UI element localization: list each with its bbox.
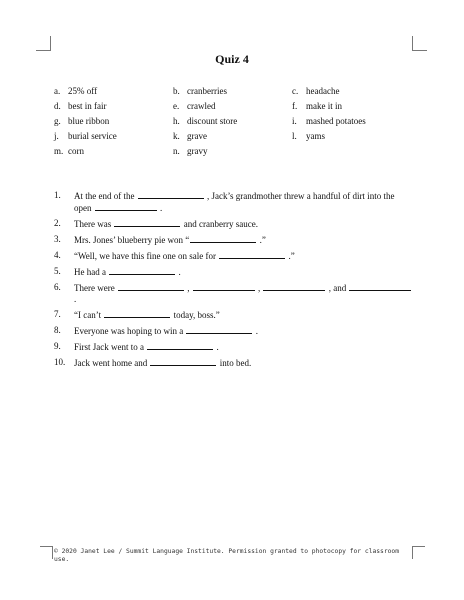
question-number: 8. — [54, 325, 61, 335]
word-bank-word: grave — [187, 131, 207, 141]
answer-blank[interactable] — [147, 341, 213, 350]
word-bank-letter: b. — [173, 86, 180, 96]
question-text — [74, 250, 414, 262]
question-text-segment: There were — [74, 283, 115, 293]
answer-blank[interactable] — [118, 282, 184, 291]
word-bank-letter: n. — [173, 146, 180, 156]
question-number: 3. — [54, 234, 61, 244]
answer-blank[interactable] — [150, 357, 216, 366]
question-item — [54, 309, 414, 321]
word-bank-item — [54, 84, 173, 99]
word-bank-word: yams — [306, 131, 325, 141]
question-text — [74, 266, 414, 278]
question-item — [54, 325, 414, 337]
word-bank-letter: k. — [173, 131, 180, 141]
question-item — [54, 282, 414, 305]
question-text-segment: and cranberry sauce. — [181, 219, 258, 229]
question-number: 6. — [54, 282, 61, 292]
word-bank-letter: i. — [292, 116, 297, 126]
word-bank-item — [292, 99, 412, 114]
question-text-segment: today, boss.” — [171, 310, 220, 320]
question-text — [74, 218, 414, 230]
word-bank-item — [173, 144, 292, 159]
question-text-segment: First Jack went to a — [74, 342, 144, 352]
word-bank-word: best in fair — [68, 101, 107, 111]
question-number: 1. — [54, 190, 61, 200]
word-bank-word: crawled — [187, 101, 216, 111]
question-number: 4. — [54, 250, 61, 260]
question-number: 10. — [54, 357, 66, 367]
question-text-segment: “I can’t — [74, 310, 102, 320]
answer-blank[interactable] — [193, 282, 255, 291]
word-bank-letter: l. — [292, 131, 297, 141]
question-text — [74, 357, 414, 369]
question-text-segment: . — [253, 326, 258, 336]
page-title: Quiz 4 — [215, 52, 249, 66]
word-bank-letter: f. — [292, 101, 298, 111]
crop-mark-top-left — [36, 36, 51, 51]
question-number: 9. — [54, 341, 61, 351]
question-text-segment: , Jack’s grandmother threw a handful of dirt into the open — [74, 191, 395, 213]
question-number: 7. — [54, 309, 61, 319]
question-text — [74, 309, 414, 321]
word-bank-word: make it in — [306, 101, 342, 111]
answer-blank[interactable] — [114, 218, 180, 227]
word-bank-letter: a. — [54, 86, 61, 96]
question-text — [74, 234, 414, 246]
word-bank-item — [54, 114, 173, 129]
answer-blank[interactable] — [219, 250, 285, 259]
question-text-segment: He had a — [74, 267, 106, 277]
question-text — [74, 190, 414, 214]
word-bank-letter: c. — [292, 86, 299, 96]
word-bank-item — [173, 84, 292, 99]
question-text-segment: .” — [286, 251, 295, 261]
word-bank-letter: j. — [54, 131, 59, 141]
word-bank-word: corn — [68, 146, 84, 156]
word-bank-word: mashed potatoes — [306, 116, 366, 126]
word-bank-item — [173, 99, 292, 114]
word-bank-item — [173, 114, 292, 129]
answer-blank[interactable] — [138, 190, 204, 199]
answer-blank[interactable] — [349, 282, 411, 291]
question-text — [74, 325, 414, 337]
question-item — [54, 357, 414, 369]
word-bank-letter: m. — [54, 146, 64, 156]
word-bank-letter: d. — [54, 101, 61, 111]
question-item — [54, 341, 414, 353]
word-bank-item — [173, 129, 292, 144]
word-bank-word: discount store — [187, 116, 238, 126]
question-text — [74, 282, 414, 305]
word-bank-word: gravy — [187, 146, 208, 156]
question-number: 2. — [54, 218, 61, 228]
word-bank-letter: g. — [54, 116, 61, 126]
question-item — [54, 218, 414, 230]
word-bank — [54, 84, 414, 159]
word-bank-item — [292, 84, 412, 99]
question-text-segment: “Well, we have this fine one on sale for — [74, 251, 216, 261]
word-bank-word: headache — [306, 86, 340, 96]
answer-blank[interactable] — [109, 266, 175, 275]
word-bank-word: cranberries — [187, 86, 227, 96]
question-item — [54, 250, 414, 262]
question-number: 5. — [54, 266, 61, 276]
crop-mark-bottom-left — [40, 546, 53, 559]
question-text-segment: , and — [326, 283, 347, 293]
question-text-segment: , — [255, 283, 261, 293]
question-text-segment: .” — [257, 235, 266, 245]
word-bank-letter: e. — [173, 101, 180, 111]
question-text-segment: Mrs. Jones’ blueberry pie won “ — [74, 235, 190, 245]
question-text-segment: . — [157, 203, 163, 213]
word-bank-item — [54, 144, 173, 159]
word-bank-word: blue ribbon — [68, 116, 110, 126]
answer-blank[interactable] — [263, 282, 325, 291]
question-item — [54, 266, 414, 278]
answer-blank[interactable] — [186, 325, 252, 334]
answer-blank[interactable] — [95, 202, 157, 211]
word-bank-letter: h. — [173, 116, 180, 126]
word-bank-item — [292, 114, 412, 129]
question-list — [54, 190, 414, 373]
word-bank-item — [54, 129, 173, 144]
question-text — [74, 341, 414, 353]
word-bank-item — [292, 129, 412, 144]
answer-blank[interactable] — [104, 309, 170, 318]
copyright-footer: © 2020 Janet Lee / Summit Language Institute. Permission granted to photocopy for classroom use. — [54, 548, 399, 563]
question-text-segment: . — [214, 342, 219, 352]
crop-mark-top-right — [412, 36, 427, 51]
question-item — [54, 234, 414, 246]
word-bank-word: burial service — [68, 131, 117, 141]
question-text-segment: At the end of the — [74, 191, 135, 201]
word-bank-word: 25% off — [68, 86, 98, 96]
word-bank-item — [54, 99, 173, 114]
question-text-segment: Everyone was hoping to win a — [74, 326, 184, 336]
question-text-segment: . — [74, 294, 77, 304]
question-text-segment: . — [176, 267, 181, 277]
answer-blank[interactable] — [190, 234, 256, 243]
question-text-segment: into bed. — [217, 358, 252, 368]
question-text-segment: Jack went home and — [74, 358, 148, 368]
question-text-segment: , — [184, 283, 190, 293]
question-text-segment: There was — [74, 219, 112, 229]
question-item — [54, 190, 414, 214]
